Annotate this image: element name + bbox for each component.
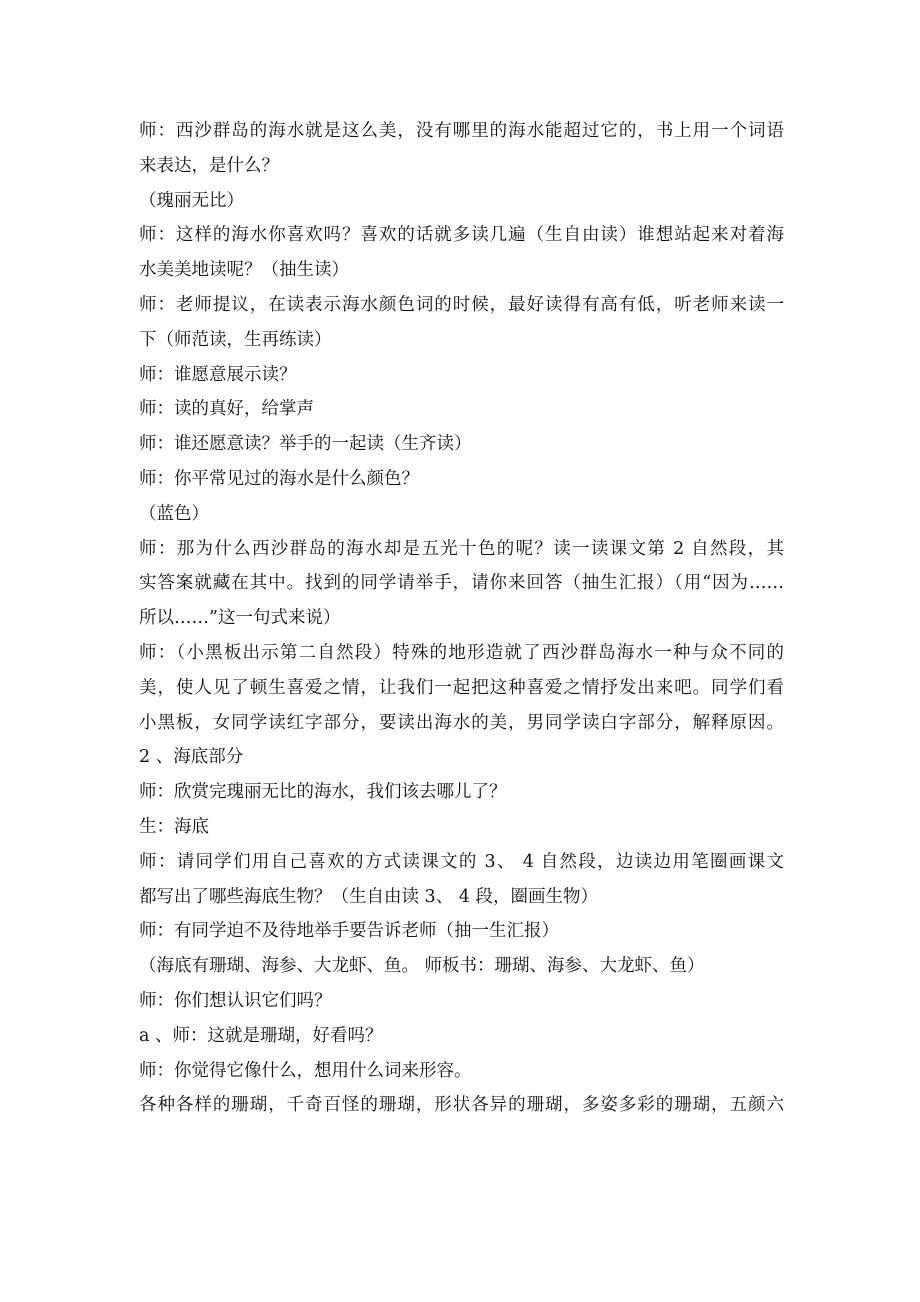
- text-line: 师：这样的海水你喜欢吗？喜欢的话就多读几遍（生自由读）谁想站起来对着海: [139, 225, 784, 246]
- text-line: 师：你平常见过的海水是什么颜色？: [139, 468, 419, 489]
- text-line: 师：（小黑板出示第二自然段）特殊的地形造就了西沙群岛海水一种与众不同的: [139, 642, 784, 663]
- text-line: 师：谁还愿意读？举手的一起读（生齐读）: [139, 434, 472, 455]
- text-line: 都写出了哪些海底生物？（生自由读 3、 4 段，圈画生物）: [139, 886, 598, 907]
- text-line: 水美美地读呢？（抽生读）: [139, 260, 349, 281]
- text-line: 下（师范读，生再练读）: [139, 329, 332, 350]
- text-line: 实答案就藏在其中。找到的同学请举手，请你来回答（抽生汇报）（用“因为……: [139, 573, 784, 594]
- text-line: a 、师：这就是珊瑚，好看吗？: [139, 1025, 383, 1046]
- text-line: 师：那为什么西沙群岛的海水却是五光十色的呢？读一读课文第 2 自然段，其: [139, 538, 784, 559]
- text-line: 师：你觉得它像什么，想用什么词来形容。: [139, 1060, 472, 1081]
- text-line: （瑰丽无比）: [139, 190, 244, 211]
- text-line: 师：有同学迫不及待地举手要告诉老师（抽一生汇报）: [139, 921, 559, 942]
- text-line: 生：海底: [139, 816, 209, 837]
- text-line: 美，使人见了顿生喜爱之情，让我们一起把这种喜爱之情抒发出来吧。同学们看: [139, 677, 784, 698]
- text-line: 师：谁愿意展示读？: [139, 364, 297, 385]
- document-body: [139, 114, 784, 1123]
- section-heading: 2 、海底部分: [139, 747, 244, 768]
- text-line: 来表达，是什么？: [139, 155, 279, 176]
- text-line: 师：西沙群岛的海水就是这么美，没有哪里的海水能超过它的，书上用一个词语: [139, 121, 784, 141]
- text-line: 所以……”这一句式来说）: [139, 608, 341, 629]
- text-line: 师：你们想认识它们吗？: [139, 990, 332, 1011]
- text-line: 小黑板，女同学读红字部分，要读出海水的美，男同学读白字部分，解释原因。: [139, 712, 784, 733]
- text-line: 师：请同学们用自己喜欢的方式读课文的 3、 4 自然段，边读边用笔圈画课文: [139, 851, 784, 872]
- text-line: 各种各样的珊瑚，千奇百怪的珊瑚，形状各异的珊瑚，多姿多彩的珊瑚，五颜六: [139, 1095, 784, 1116]
- text-line: 师：欣赏完瑰丽无比的海水，我们该去哪儿了？: [139, 782, 507, 803]
- text-line: 师：老师提议，在读表示海水颜色词的时候，最好读得有高有低，听老师来读一: [139, 294, 784, 315]
- text-line: （海底有珊瑚、海参、大龙虾、鱼。 师板书：珊瑚、海参、大龙虾、鱼）: [139, 956, 705, 977]
- text-line: 师：读的真好，给掌声: [139, 399, 314, 420]
- text-line: （蓝色）: [139, 503, 209, 524]
